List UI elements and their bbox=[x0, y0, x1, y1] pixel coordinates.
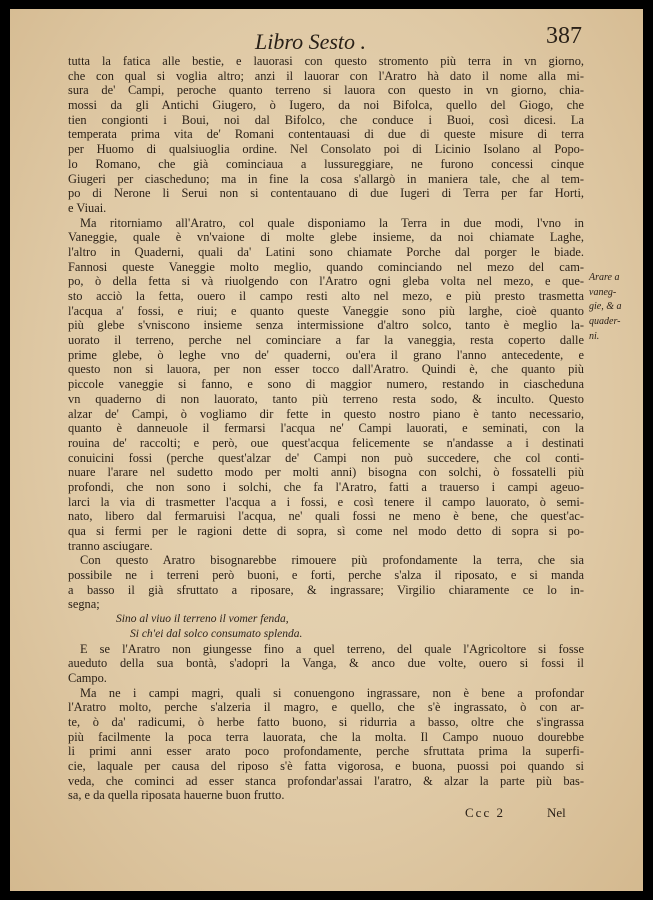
margin-note bbox=[589, 271, 639, 345]
text-line: Con questo Aratro bisognarebbe rimouere più profondamente la terra, che sia bbox=[80, 553, 584, 568]
text-line: vn quaderno di non lauorato, tanto più terreno resta sodo, & inculto. Questo bbox=[68, 391, 584, 406]
signature-mark: Ccc 2 bbox=[465, 805, 505, 820]
text-line: po, ò della fetta si và riuolgendo con l'Aratro ogni gleba volta nel mezo, e que- bbox=[68, 274, 584, 289]
margin-note-line: ni. bbox=[589, 330, 600, 342]
text-line: mossi da gli Antichi Giugero, ò Iugero, da noi Bifolca, quello del Giogo, che bbox=[68, 98, 584, 113]
text-line: li primi anni esser arato poco profondamente, perche sfruttata prima la superfi- bbox=[68, 744, 584, 759]
verse-line: Si ch'ei dal solco consumato splenda. bbox=[130, 627, 303, 640]
margin-note-line: Arare a bbox=[589, 272, 620, 283]
text-line: qua si fermi per le ragioni dette di sopra, sì come nel modo detto di sopra si po- bbox=[68, 524, 584, 538]
text-line: rouina de' raccolti; e però, oue quest'acqua felicemente se n'andasse a i destinati bbox=[68, 435, 584, 450]
text-line: sura de' Campi, peroche quanto terreno si lauora con questo in vn giorno, chia- bbox=[68, 83, 584, 98]
text-line: veda, che cominci ad esser stanca profondar'assai l'aratro, & alzar la parte più bas- bbox=[68, 773, 584, 788]
catchword: Nel bbox=[547, 805, 566, 820]
text-line: E se l'Aratro non giungesse fino a quel terreno, del quale l'Agricoltore si fosse bbox=[80, 641, 584, 656]
page-number: 387 bbox=[546, 23, 582, 49]
text-line: profondi, che non sono i solchi, che fa l'Aratro, fatti a trauerso i campi ageuo- bbox=[68, 479, 584, 494]
text-line: tranno asciugare. bbox=[68, 538, 153, 553]
text-line: più facilmente la poca terra lauorata, che la molta. Il Campo nuouo dourebbe bbox=[68, 729, 584, 744]
margin-note-line: quader- bbox=[589, 316, 621, 328]
text-line: temperata prima vita de' Romani contentauasi di due di queste misure di terra bbox=[68, 127, 584, 142]
text-line: sto acciò la fetta, ouero il campo resti alto nel mezo, e più presto trasmetta bbox=[68, 289, 584, 303]
text-line: Ma ritorniamo all'Aratro, col quale disponiamo la Terra in due modi, l'vno in bbox=[80, 215, 584, 230]
book-page bbox=[10, 9, 643, 891]
text-line: sa, e da quella riposata hauerne buon frutto. bbox=[68, 788, 285, 803]
text-line: possibile ne i terreni però buoni, e forti, perche s'alza il riposato, e si manda bbox=[68, 568, 584, 583]
text-line: nuare l'arare nel sudetto modo per molti anni) bisogna con solchi, ò fossatelli più bbox=[68, 465, 584, 480]
text-line: segna; bbox=[68, 597, 100, 612]
text-line: a basso il già sfruttato a riposare, & ingrassare; Virgilio chiaramente ce lo in- bbox=[68, 582, 584, 597]
text-line: tutta la fatica alle bestie, e lauorasi con questo stromento più terra in vn giorno, bbox=[68, 54, 584, 68]
text-line: tien congionti i Boui, noi dal Bifolco, che conduce i Buoi, così dicesi. La bbox=[68, 112, 584, 127]
text-line: alzar de' Campi, ò vogliamo dir fette in questo nostro piano è tanto necessario, bbox=[68, 406, 584, 421]
text-line: te, ò da' radicumi, ò herbe fatto buono, si ridurria a basso, oltre che s'ingrassa bbox=[68, 714, 584, 729]
text-line: po di Nerone li Serui non si contentauano di due Iugeri di Terra per far Horti, bbox=[68, 186, 584, 201]
text-line: e Viuai. bbox=[68, 200, 107, 215]
margin-note-line: vaneg- bbox=[589, 286, 617, 298]
text-line: l'altro in Quaderni, quali da' Latini sono chiamate Porche dal porger le biade. bbox=[68, 244, 584, 259]
text-line: uorato il terreno, perche nel cominciare a far la vaneggia, resta coperto dalle bbox=[68, 333, 584, 348]
text-line: quanto è danneuole il fermarsi l'acqua ne' Campi lauorati, e seminati, con la bbox=[68, 421, 584, 436]
body-text bbox=[68, 54, 584, 803]
text-line: piccole vaneggie si fanno, e sono di maggior numero, restando in ciascheduna bbox=[68, 377, 584, 392]
text-line: l'acqua a' fossi, e riui; e quanto queste Vaneggie sono più larghe, cioè quanto bbox=[68, 303, 584, 318]
text-line: larci la via di trasmetter l'acqua a i fossi, e così tenere il campo lauorato, ò semi- bbox=[68, 494, 584, 509]
verse-line: Sino al viuo il terreno il vomer fenda, bbox=[116, 613, 289, 626]
text-line: Giugeri per ciascheduno; ma in fine la cosa s'allargò in maniera tale, che al tem- bbox=[68, 171, 584, 186]
text-line: che con qual si voglia altro; anzi il lauorar con l'Aratro hà dato il nome alla mi- bbox=[68, 68, 584, 83]
text-line: Vaneggie, quale è vn'vaione di molte glebe insieme, da noi chiamate Laghe, bbox=[68, 230, 584, 245]
text-line: Campo. bbox=[68, 670, 107, 685]
text-line: lo Romano, che già cominciaua a lussureggiare, ne furono concessi cinque bbox=[68, 156, 584, 171]
text-line: aueduto della sua bontà, s'adopri la Vanga, & anco due volte, ouero si fossi il bbox=[68, 656, 584, 671]
running-head: Libro Sesto . bbox=[255, 29, 367, 54]
text-line: prime glebe, ò leghe vno de' quaderni, ou'era il grano l'anno antecedente, e bbox=[68, 347, 584, 362]
text-line: Ma ne i campi magri, quali si conuengono ingrassare, non è bene a profondar bbox=[80, 685, 584, 700]
text-line: più glebe s'vniscono insieme senza intermissione d'altro solco, tanto è meglio la- bbox=[68, 318, 584, 333]
margin-note-line: gie, & a bbox=[589, 301, 622, 313]
text-line: nato, libero dal fermaruisi l'acqua, ne' quali fossi ne meno è bene, che quest'ac- bbox=[68, 509, 584, 524]
text-line: l'Aratro molto, perche s'alzeria il magro, e quello, che s'è ingrassato, ò con ar- bbox=[68, 700, 584, 715]
text-line: conuicini fossi (perche quest'alzar de' Campi non può succedere, che col conti- bbox=[68, 450, 584, 465]
text-line: questo non si lauora, per non esser tocco dall'Aratro. Quindi è, che quanto più bbox=[68, 362, 584, 377]
text-line: Fannosi queste Vaneggie molto meglio, quando cominciando nel mezo del cam- bbox=[68, 259, 584, 274]
text-line: per Huomo di qualsiuoglia ordine. Nel Consolato poi di Licinio Isolano al Popo- bbox=[68, 142, 584, 157]
text-line: cie, laquale per causa del riposo s'è fatta vigorosa, e buona, puossi poi quando si bbox=[68, 759, 584, 773]
